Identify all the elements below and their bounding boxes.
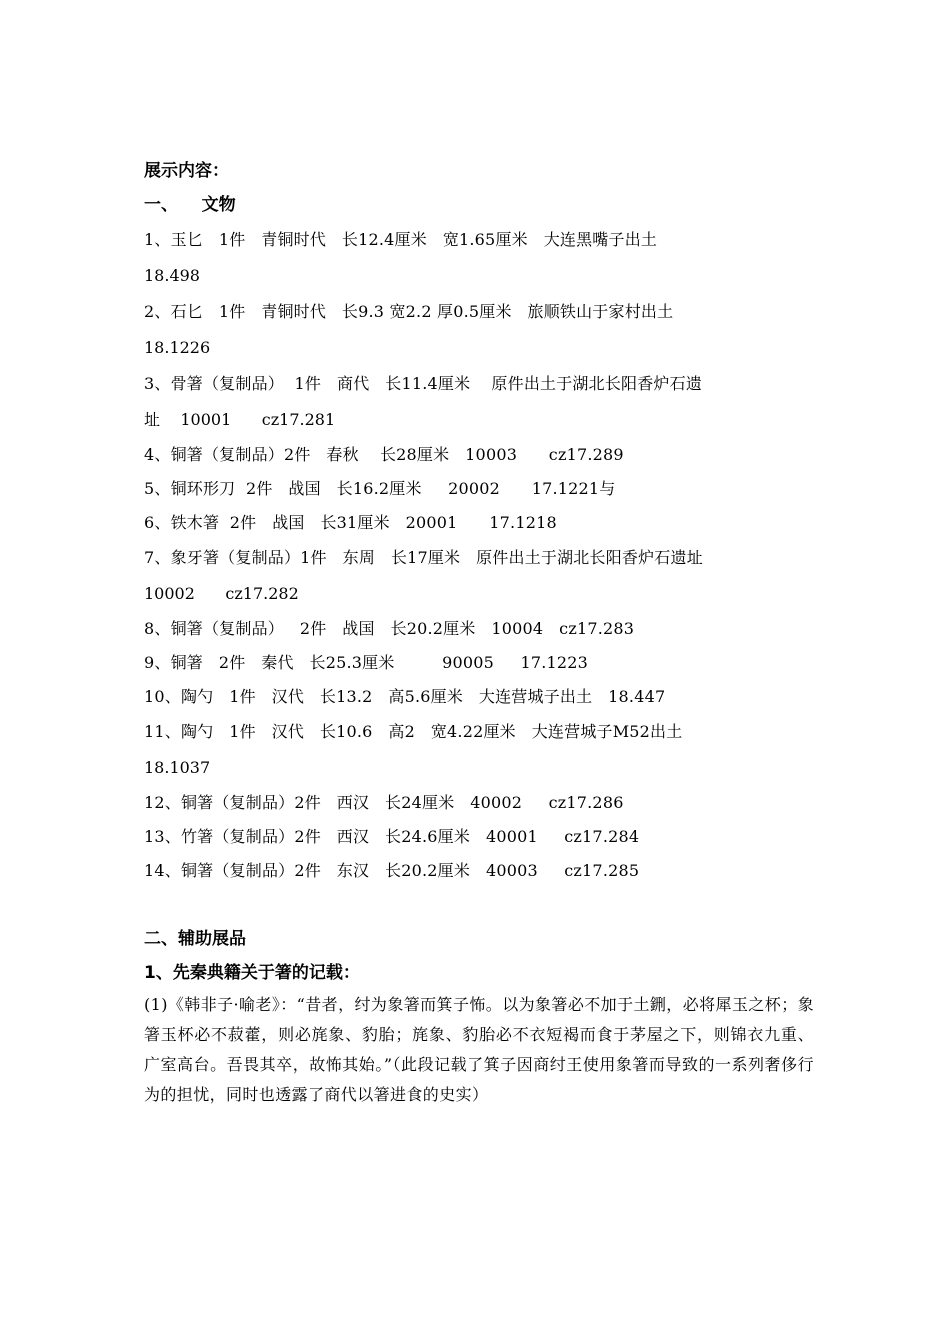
list-item-continuation: 18.498 xyxy=(144,266,200,285)
list-item-continuation: 10002 cz17.282 xyxy=(144,584,299,603)
list-item xyxy=(144,366,814,438)
list-item xyxy=(144,786,814,820)
list-item-text: 14、铜箸（复制品）2件 东汉 长20.2厘米 40003 cz17.285 xyxy=(144,861,640,880)
list-item-text: 12、铜箸（复制品）2件 西汉 长24厘米 40002 cz17.286 xyxy=(144,793,624,812)
section1-title: 一、 文物 xyxy=(144,195,236,215)
list-item-text: 6、铁木箸 2件 战国 长31厘米 20001 17.1218 xyxy=(144,513,557,532)
list-item-text: 7、象牙箸（复制品）1件 东周 长17厘米 原件出土于湖北长阳香炉石遗址 xyxy=(144,548,703,567)
section2-title: 二、辅助展品 xyxy=(144,929,246,949)
list-item xyxy=(144,854,814,888)
list-item xyxy=(144,438,814,472)
list-item-text: 5、铜环形刀 2件 战国 长16.2厘米 20002 17.1221与 xyxy=(144,479,616,498)
list-item-continuation: 18.1226 xyxy=(144,338,211,357)
document-content xyxy=(144,154,814,1110)
list-item-text: 13、竹箸（复制品）2件 西汉 长24.6厘米 40001 cz17.284 xyxy=(144,827,640,846)
list-item xyxy=(144,714,814,786)
list-item-text: 3、骨箸（复制品） 1件 商代 长11.4厘米 原件出土于湖北长阳香炉石遗 xyxy=(144,374,703,393)
quote-paragraph: (1)《韩非子·喻老》：“昔者，纣为象箸而箕子怖。以为象箸必不加于土鉶，必将犀玉之杯；象箸玉杯必不菽藿，则必旄象、豹胎；旄象、豹胎必不衣短褐而食于茅屋之下，则锦衣九重、广室高台。吾畏其卒，故怖其始。”（此段记载了箕子因商纣王使用象箸而导致的一系列奢侈行为的担忧，同时也透露了商代以箸进食的史实） xyxy=(144,995,814,1104)
list-item xyxy=(144,612,814,646)
list-item-text: 8、铜箸（复制品） 2件 战国 长20.2厘米 10004 cz17.283 xyxy=(144,619,635,638)
list-item xyxy=(144,294,814,366)
list-item xyxy=(144,540,814,612)
list-item-continuation: 址 10001 cz17.281 xyxy=(144,410,336,429)
artifact-list xyxy=(144,222,814,888)
list-item xyxy=(144,680,814,714)
list-item xyxy=(144,820,814,854)
list-item-continuation: 18.1037 xyxy=(144,758,211,777)
section2-subtitle: 1、先秦典籍关于箸的记载： xyxy=(144,963,360,983)
list-item xyxy=(144,506,814,540)
list-item-text: 4、铜箸（复制品）2件 春秋 长28厘米 10003 cz17.289 xyxy=(144,445,624,464)
list-item-text: 2、石匕 1件 青铜时代 长9.3 宽2.2 厚0.5厘米 旅顺铁山于家村出土 xyxy=(144,302,674,321)
section-spacer xyxy=(144,888,814,922)
list-item-text: 10、陶勺 1件 汉代 长13.2 高5.6厘米 大连营城子出土 18.447 xyxy=(144,687,666,706)
section-title: 展示内容： xyxy=(144,161,229,181)
list-item xyxy=(144,646,814,680)
list-item-text: 11、陶勺 1件 汉代 长10.6 高2 宽4.22厘米 大连营城子M52出土 xyxy=(144,722,683,741)
list-item xyxy=(144,472,814,506)
list-item-text: 1、玉匕 1件 青铜时代 长12.4厘米 宽1.65厘米 大连黑嘴子出土 xyxy=(144,230,658,249)
list-item xyxy=(144,222,814,294)
list-item-text: 9、铜箸 2件 秦代 长25.3厘米 90005 17.1223 xyxy=(144,653,589,672)
